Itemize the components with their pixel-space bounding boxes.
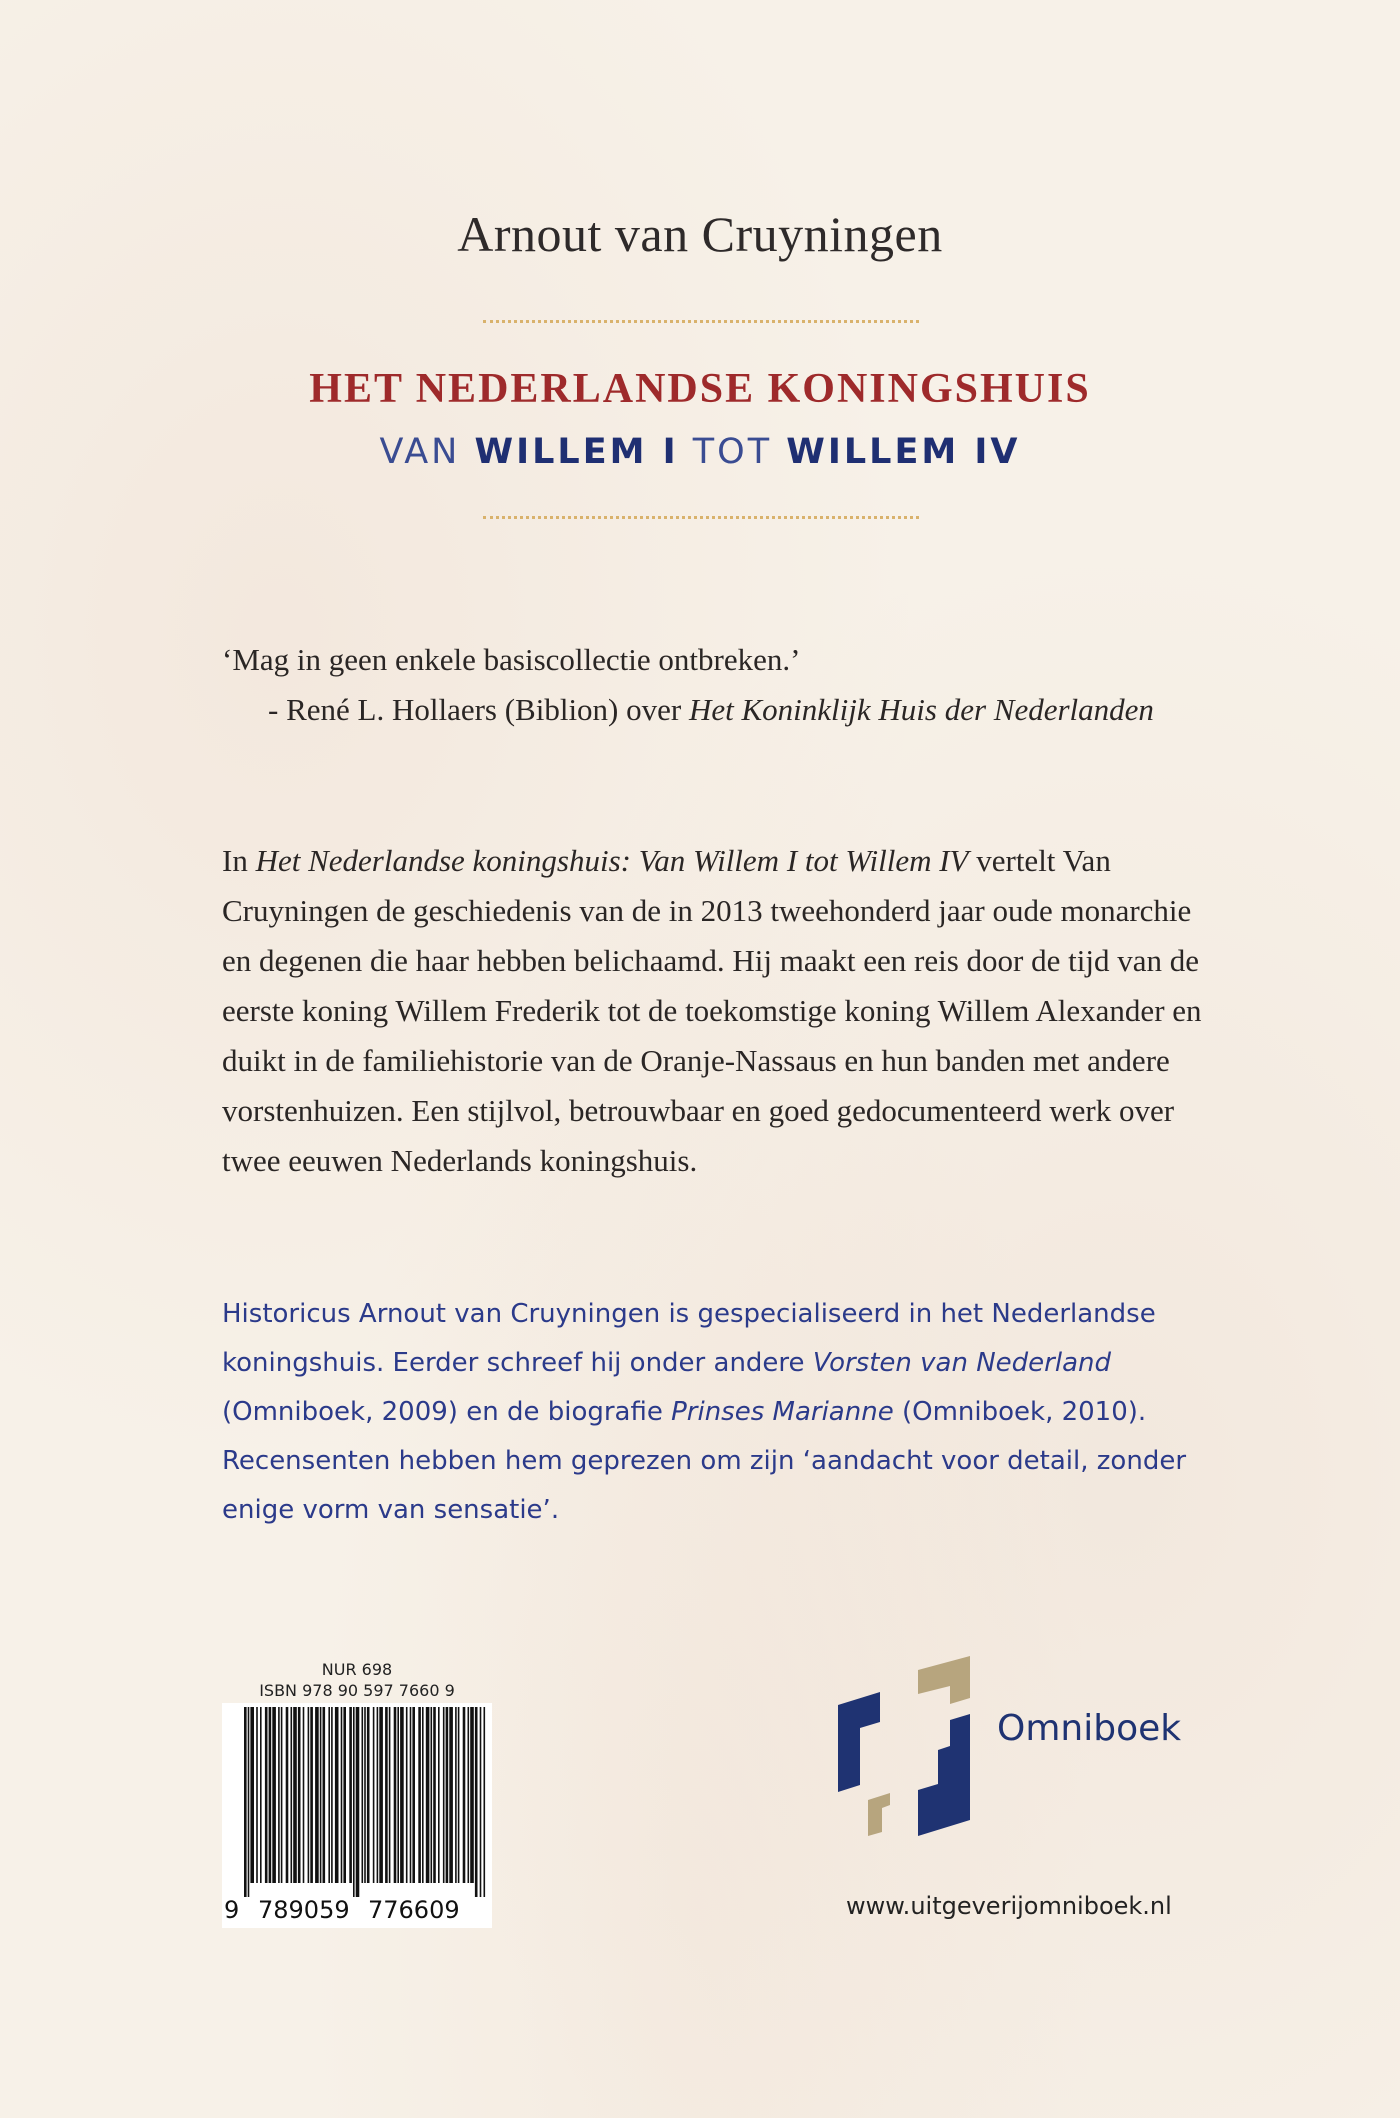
barcode-bar [298,1707,301,1883]
barcode-bar [449,1707,453,1883]
barcode-bar [364,1707,366,1883]
quote-attribution-title: Het Koninklijk Huis der Nederlanden [688,692,1154,727]
barcode-bar [265,1707,268,1883]
barcode-bar [463,1707,466,1883]
blurb-book-title: Het Nederlandse koningshuis: Van Willem I tot Willem IV [255,843,969,878]
barcode-bar [394,1707,397,1883]
bio-part3: (Omniboek, 2010). Recensenten hebben hem geprezen om zijn ‘aandacht voor detail, zonder enige vorm van sensatie’. [222,1397,1187,1525]
omniboek-logo-icon [838,1650,978,1840]
barcode-bar [468,1707,470,1883]
author-name: Arnout van Cruyningen [457,206,943,262]
subtitle-willem-i: WILLEM I [474,432,679,472]
barcode-bar [379,1707,383,1883]
book-title: HET NEDERLANDSE KONINGSHUIS [309,366,1091,412]
barcode-bar [315,1707,319,1883]
barcode-bar [349,1707,352,1883]
bio-title1: Vorsten van Nederland [812,1348,1111,1378]
barcode-digits-left: 789059 [258,1896,350,1924]
barcode-bar [278,1707,280,1883]
barcode-bar [286,1707,289,1883]
barcode-bar [272,1707,276,1883]
barcode-bar [484,1707,486,1897]
subtitle-van: VAN [379,432,461,472]
barcode-bar [397,1707,399,1883]
divider-top [483,320,919,323]
barcode-bar [400,1707,404,1883]
quote-attribution [222,685,1222,735]
barcode-bar [431,1707,433,1883]
bio-part1: Historicus Arnout van Cruyningen is gespecialiseerd in het Nederlandse koningshuis. Eerder schreef hij onder andere [222,1299,1156,1378]
book-blurb [222,836,1202,1186]
barcode-digits-right: 776609 [368,1896,460,1924]
barcode-bar [248,1707,250,1897]
barcode-bar [410,1707,412,1883]
bio-title2: Prinses Marianne [671,1397,894,1427]
barcode-bar [269,1707,272,1883]
barcode-bar [418,1707,421,1883]
isbn-number: ISBN 978 90 597 7660 9 [259,1681,455,1700]
barcode-bar [343,1707,346,1883]
barcode-digit-first: 9 [224,1896,240,1924]
nur-code: NUR 698 [321,1660,393,1679]
barcode-bar [308,1707,310,1883]
barcode-icon [222,1703,492,1928]
blurb-intro: In [222,843,256,878]
barcode-bar [303,1707,305,1883]
subtitle-willem-iv: WILLEM IV [786,432,1021,472]
barcode-bar [256,1707,258,1883]
barcode-bar [244,1707,247,1897]
publisher-url[interactable]: www.uitgeverijomniboek.nl [846,1892,1172,1920]
barcode-block [222,1655,492,1930]
barcode-bar [362,1707,364,1883]
barcode-bar [328,1707,330,1883]
barcode-bar [433,1707,436,1883]
barcode-bar [438,1707,440,1883]
barcode-bar [455,1707,457,1883]
barcode-bar [426,1707,430,1883]
barcode-bar [475,1707,478,1897]
publisher-name: Omniboek [997,1708,1182,1749]
barcode-bar [291,1707,293,1883]
barcode-bar [293,1707,297,1883]
barcode-bar [443,1707,445,1883]
subtitle-tot: TOT [692,432,773,472]
barcode-bar [281,1707,283,1883]
book-subtitle [0,432,1400,472]
barcode-bar [341,1707,343,1883]
barcode-bar [356,1707,360,1897]
barcode-bar [310,1707,313,1883]
barcode-bar [458,1707,460,1883]
barcode-bar [353,1707,355,1897]
barcode-bar [480,1707,482,1897]
divider-bottom [483,516,919,519]
barcode-bar [377,1707,379,1883]
quote-attribution-prefix: - René L. Hollaers (Biblion) over [268,692,689,727]
author-bio [222,1290,1202,1535]
barcode-bar [373,1707,375,1883]
barcode-bar [250,1707,254,1883]
bio-part2: (Omniboek, 2009) en de biografie [222,1397,672,1427]
barcode-bar [446,1707,449,1883]
barcode-bar [331,1707,333,1883]
barcode-bar [422,1707,424,1883]
barcode-bar [320,1707,322,1883]
barcode-bar [335,1707,339,1883]
barcode-bar [367,1707,370,1883]
barcode-bar [406,1707,408,1883]
barcode-bar [260,1707,262,1883]
blurb-body: vertelt Van Cruyningen de geschiedenis van de in 2013 tweehonderd jaar oude monarchie en degenen die haar hebben belichaamd. Hij maakt een reis door de tijd van de eerste koning Willem Frederik tot de toekomstige koning Willem Alexander en duikt in de familiehistorie van de Oranje-Nassaus en hun banden met andere vorstenhuizen. Een stijlvol, betrouwbaar en goed gedocumenteerd werk over twee eeuwen Nederlands koningshuis. [222,843,1202,1178]
barcode-bar [323,1707,326,1883]
barcode-bar [470,1707,474,1883]
barcode-bar [389,1707,391,1883]
barcode-bar [385,1707,388,1883]
quote-text: ‘Mag in geen enkele basiscollectie ontbreken.’ [222,642,801,677]
review-quote [222,635,1222,735]
barcode-bar [412,1707,415,1883]
